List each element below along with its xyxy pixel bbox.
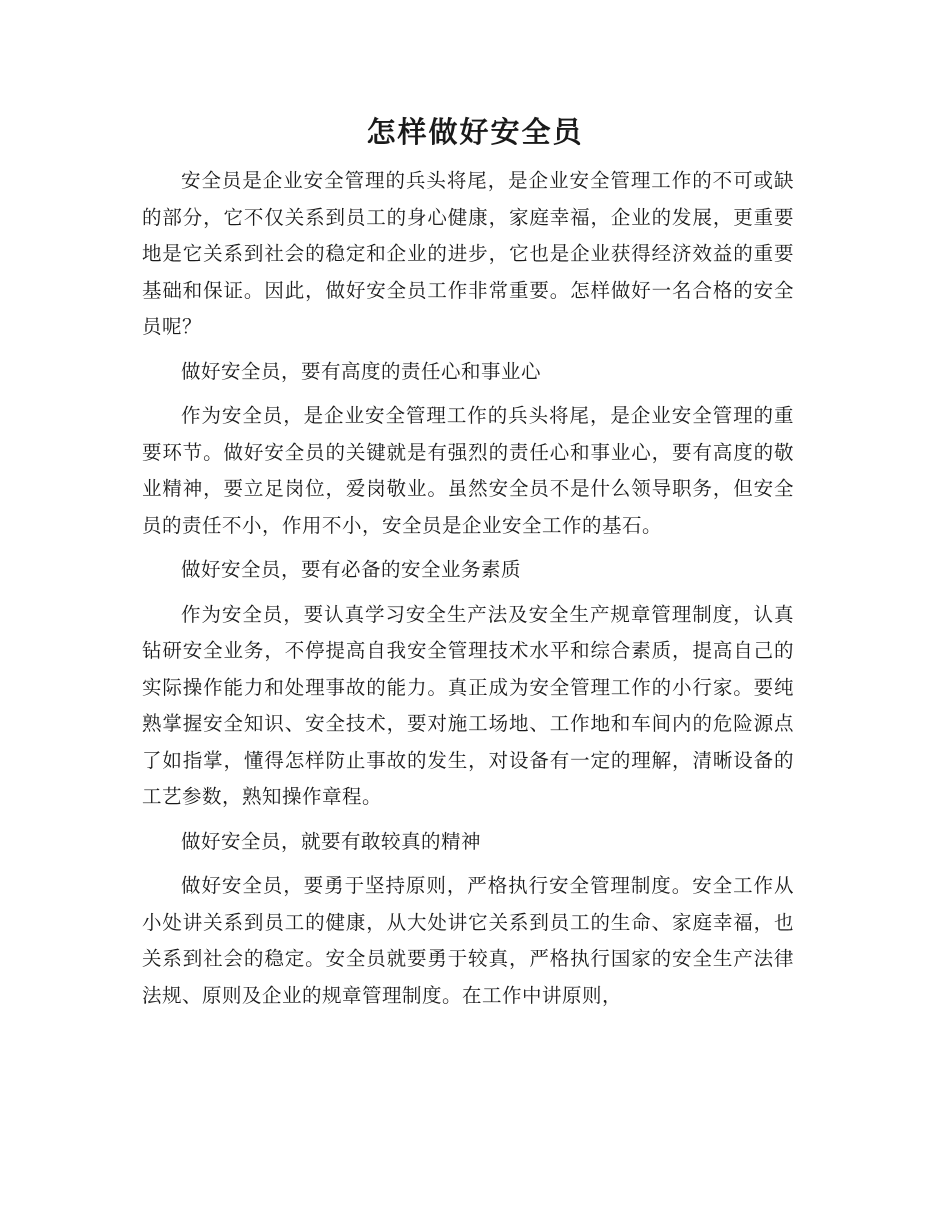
intro-paragraph: 安全员是企业安全管理的兵头将尾，是企业安全管理工作的不可或缺的部分，它不仅关系到员工的身心健康，家庭幸福，企业的发展，更重要地是它关系到社会的稳定和企业的进步，它也是企业获得经济效益的重要基础和保证。因此，做好安全员工作非常重要。怎样做好一名合格的安全员呢？: [142, 169, 794, 338]
responsibility-paragraph: 作为安全员，是企业安全管理工作的兵头将尾，是企业安全管理的重要环节。做好安全员的关键就是有强烈的责任心和事业心，要有高度的敬业精神，要立足岗位，爱岗敬业。虽然安全员不是什么领导职务，但安全员的责任不小，作用不小，安全员是企业安全工作的基石。: [142, 404, 794, 537]
document-title: 怎样做好安全员: [366, 115, 584, 149]
rigor-paragraph: 做好安全员，要勇于坚持原则，严格执行安全管理制度。安全工作从小处讲关系到员工的健康，从大处讲它关系到员工的生命、家庭幸福，也关系到社会的稳定。安全员就要勇于较真，严格执行国家的安全生产法律法规、原则及企业的规章管理制度。在工作中讲原则，: [142, 874, 794, 1007]
section-heading-competence: 做好安全员，要有必备的安全业务素质: [181, 558, 522, 581]
section-heading-rigor: 做好安全员，就要有敢较真的精神: [181, 829, 482, 853]
section-heading-responsibility: 做好安全员，要有高度的责任心和事业心: [181, 359, 542, 383]
competence-paragraph: 作为安全员，要认真学习安全生产法及安全生产规章管理制度，认真钻研安全业务，不停提高自我安全管理技术水平和综合素质，提高自己的实际操作能力和处理事故的能力。真正成为安全管理工作的小行家。要纯熟掌握安全知识、安全技术，要对施工场地、工作地和车间内的危险源点了如指掌，懂得怎样防止事故的发生，对设备有一定的理解，清晰设备的工艺参数，熟知操作章程。: [142, 602, 794, 808]
document-body: [142, 163, 794, 1022]
